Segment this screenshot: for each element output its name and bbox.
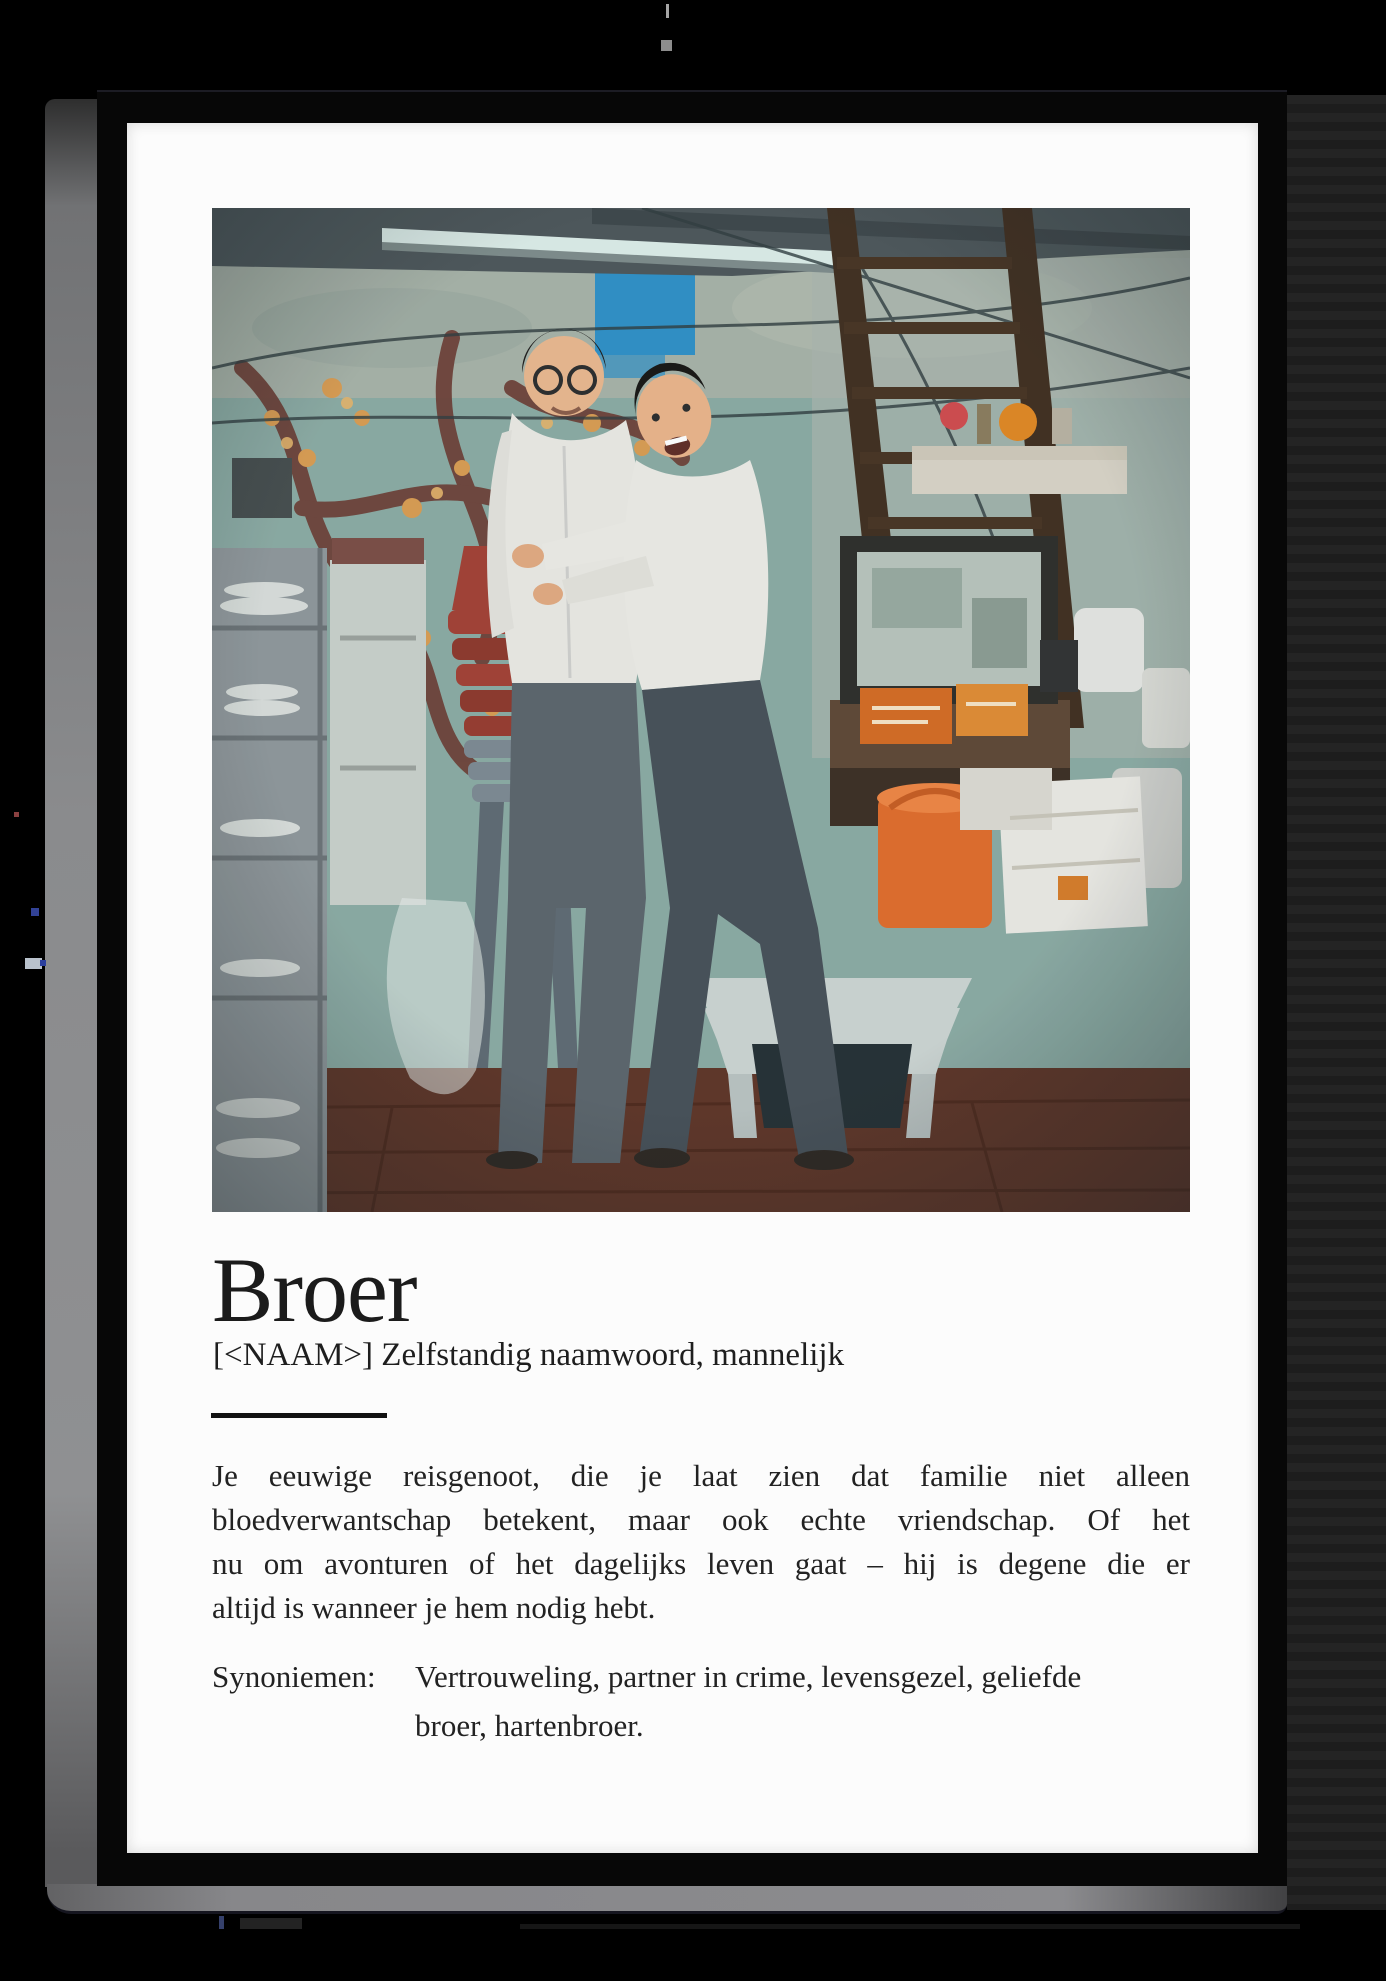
- background-texture-right: [1287, 95, 1386, 1910]
- synonyms-label: Synoniemen:: [212, 1659, 376, 1694]
- photo-illustration: [212, 208, 1190, 1212]
- speck-artifact: [14, 812, 19, 817]
- speck-artifact: [40, 960, 46, 966]
- synonyms-line2: broer, hartenbroer.: [415, 1708, 644, 1743]
- speck-artifact: [31, 908, 39, 916]
- speck-artifact: [666, 4, 669, 18]
- photo-of-brothers: [212, 208, 1190, 1212]
- poster-subtitle: [<NAAM>] Zelfstandig naamwoord, mannelijk: [213, 1337, 845, 1373]
- synonyms-line1: Vertrouweling, partner in crime, levensgezel, geliefde: [415, 1659, 1082, 1694]
- frame-bottom-edge: [47, 1884, 1287, 1914]
- poster-title: Broer: [212, 1239, 417, 1341]
- definition-paragraph: [212, 1454, 1190, 1630]
- definition-line: Je eeuwige reisgenoot, die je laat zien dat familie niet alleen: [212, 1458, 1190, 1493]
- definition-line: bloedverwantschap betekent, maar ook echte vriendschap. Of het: [212, 1502, 1190, 1537]
- speck-artifact: [240, 1918, 302, 1929]
- speck-artifact: [219, 1916, 224, 1929]
- speck-artifact: [661, 40, 672, 51]
- title-divider-rule: [211, 1413, 387, 1418]
- definition-line: nu om avonturen of het dagelijks leven gaat – hij is degene die er: [212, 1546, 1190, 1581]
- speck-artifact: [520, 1924, 1300, 1929]
- frame-left-edge: [45, 99, 99, 1887]
- synonyms-block: [212, 1652, 1212, 1750]
- definition-line: altijd is wanneer je hem nodig hebt.: [212, 1590, 656, 1625]
